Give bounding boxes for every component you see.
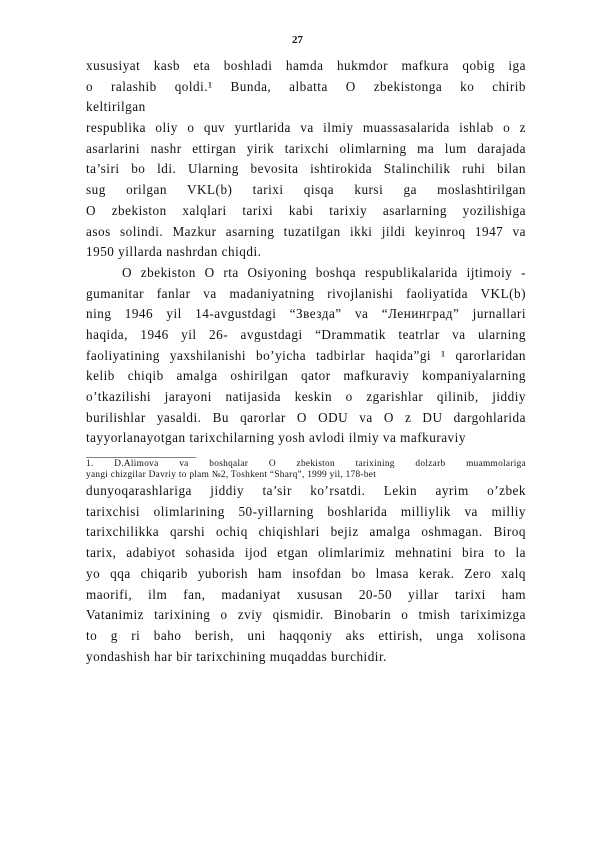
text-line: tarixchilikka qarshi ochiq chiqishlari bejiz amalga oshmagan. Biroq [86, 524, 526, 540]
text-line: gumanitar fanlar va madaniyatning rivojlanishi faoliyatida VKL(b) [86, 285, 526, 301]
text-line: burilishlar yasaldi. Bu qarorlar O ODU va O z DU dargohlarida [86, 409, 526, 425]
text-line: keltirilgan [86, 99, 146, 115]
text-line: to g ri baho berish, uni haqqoniy aks ettirish, unga xolisona [86, 627, 526, 643]
text-line: o ralashib qoldi.¹ Bunda, albatta O zbekistonga ko chirib [86, 78, 526, 94]
text-line: tarixchisi olimlarining 50-yillarning boshlarida milliylik va milliy [86, 503, 526, 519]
text-line: tarix, adabiyot sohasida ijod etgan olimlarimiz mehnatini bira to la [86, 545, 526, 561]
text-line: ning 1946 yil 14-avgustdagi “Звезда” va “Ленинград” jurnallari [86, 306, 526, 322]
text-line: o’tkazilishi jarayoni natijasida keskin o zgarishlar qilinib, jiddiy [86, 389, 526, 404]
footnote-separator: ______________________ [86, 449, 196, 460]
text-line: O zbekiston xalqlari tarixi kabi tarixiy asarlarning yozilishiga [86, 202, 526, 218]
footnote-line: 1. D.Alimova va boshqalar O zbekiston tarixining dolzarb muammolariga [86, 459, 526, 470]
text-line: sug orilgan VKL(b) tarixi qisqa kursi ga moslashtirilgan [86, 182, 526, 198]
text-line: maorifi, ilm fan, madaniyat xususan 20-50 yillar tarixi ham [86, 586, 526, 602]
text-line: asos solindi. Mazkur asarning tuzatilgan ikki jildi keyinroq 1947 va [86, 223, 526, 239]
text-line: faoliyatining yaxshilanishi bo’yicha tadbirlar haqida”gi ¹ qarorlaridan [86, 347, 526, 363]
text-line: O zbekiston O rta Osiyoning boshqa respublikalarida ijtimoiy - [122, 264, 526, 280]
text-line: xususiyat kasb eta boshladi hamda hukmdor mafkura qobig iga [86, 58, 526, 73]
text-line: dunyoqarashlariga jiddiy ta’sir ko’rsatdi. Lekin ayrim o’zbek [86, 483, 526, 499]
text-line: respublika oliy o quv yurtlarida va ilmiy muassasalarida ishlab o z [86, 120, 526, 136]
text-line: tayyorlanayotgan tarixchilarning yosh avlodi ilmiy va mafkuraviy [86, 430, 466, 446]
text-line: haqida, 1946 yil 26- avgustdagi “Drammatik teatrlar va ularning [86, 326, 526, 342]
page-number: 27 [292, 34, 303, 46]
text-line: ta’siri bo ldi. Ularning bevosita ishtirokida Stalinchilik ruhi bilan [86, 161, 526, 177]
body-text [86, 56, 526, 667]
footnote-line: yangi chizgilar Davriy to plam №2, Toshkent “Sharq”, 1999 yil, 178-bet [86, 470, 377, 481]
text-line: 1950 yillarda nashrdan chiqdi. [86, 244, 262, 260]
text-line: kelib chiqib amalga oshirilgan qator mafkuraviy kompaniyalarning [86, 368, 526, 384]
text-line: yo qqa chiqarib yuborish ham insofdan bo lmasa kerak. Zero xalq [86, 565, 526, 581]
text-line: yondashish har bir tarixchining muqaddas burchidir. [86, 648, 387, 664]
text-line: asarlarini nashr ettirgan yirik tarixchi olimlarning ma lum darajada [86, 140, 526, 156]
text-line: Vatanimiz tarixining o zviy qismidir. Binobarin o tmish tariximizga [86, 607, 526, 623]
